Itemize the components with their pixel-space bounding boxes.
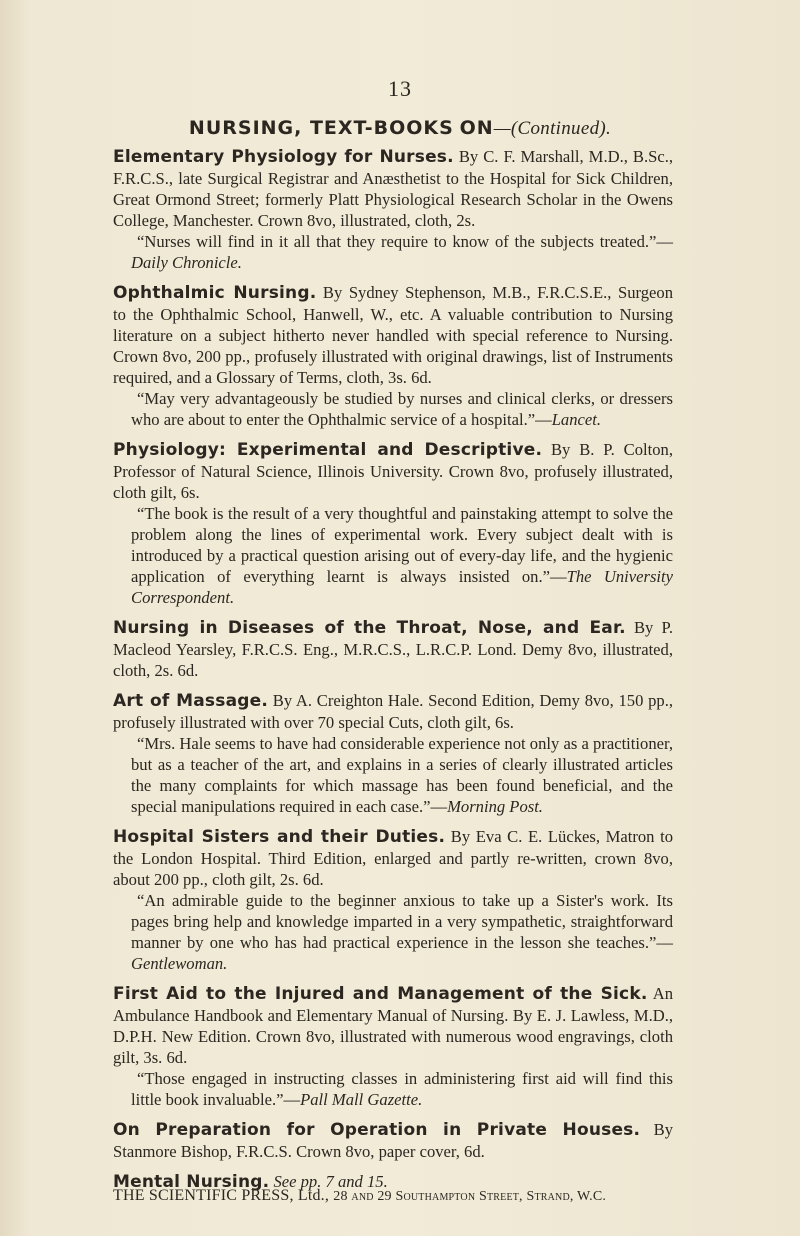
entry-review [113, 503, 673, 608]
review-text: “Mrs. Hale seems to have had considerable experience not only as a practitioner, but as a teacher of the art, and explains in a series of clearly illustrated articles the many complaints for which massage has been found beneficial, and the special manipulations required in each case.”— [131, 734, 673, 816]
entry-title: On Preparation for Operation in Private Houses. [113, 1120, 641, 1140]
entry-text [113, 146, 673, 231]
entry-description: By A. Creighton Hale. Second Edition, Demy 8vo, 150 pp., profusely illustrated with over 70 special Cuts, cloth gilt, 6s. [113, 691, 673, 732]
publisher-name: THE SCIENTIFIC PRESS, Ltd., [113, 1187, 330, 1204]
review-text: “May very advantageously be studied by nurses and clinical clerks, or dressers who are about to enter the Ophthalmic service of a hospital.”— [131, 389, 673, 429]
publisher-address: 28 and 29 Southampton Street, Strand, W.C. [333, 1189, 607, 1204]
entry-text [113, 826, 673, 890]
catalogue-entry [113, 1119, 673, 1162]
catalogue-entry [113, 826, 673, 974]
review-text: “Those engaged in instructing classes in administering first aid will find this little book invaluable.”— [131, 1069, 673, 1109]
entry-text [113, 690, 673, 733]
catalogue-entry [113, 439, 673, 608]
review-text: “Nurses will find in it all that they require to know of the subjects treated.”— [137, 232, 673, 251]
entry-description: By Eva C. E. Lückes, Matron to the London Hospital. Third Edition, enlarged and partly re-written, crown 8vo, about 200 pp., cloth gilt, 2s. 6d. [113, 827, 673, 889]
entry-title: Physiology: Experimental and Descriptive. [113, 440, 543, 460]
heading-main: NURSING, TEXT-BOOKS [188, 117, 454, 139]
review-source: Pall Mall Gazette. [300, 1090, 423, 1109]
entry-text [113, 617, 673, 681]
entry-description: See pp. 7 and 15. [273, 1172, 388, 1191]
entry-title: Ophthalmic Nursing. [113, 283, 317, 303]
page-number: 13 [388, 76, 412, 101]
entry-description: By C. F. Marshall, M.D., B.Sc., F.R.C.S., late Surgical Registrar and Anæsthetist to the Hospital for Sick Children, Great Ormond Street; formerly Platt Physiological Research Scholar in the Owens College, Manchester. Crown 8vo, illustrated, cloth, 2s. [113, 147, 673, 230]
review-source: Gentlewoman. [131, 954, 228, 973]
entry-review [113, 1068, 673, 1110]
entry-title: Hospital Sisters and their Duties. [113, 827, 446, 847]
entry-description: By P. Macleod Yearsley, F.R.C.S. Eng., M.R.C.S., L.R.C.P. Lond. Demy 8vo, illustrated, cloth, 2s. 6d. [113, 618, 673, 680]
catalogue-entry [113, 690, 673, 817]
entry-description: By Stanmore Bishop, F.R.C.S. Crown 8vo, paper cover, 6d. [113, 1120, 673, 1161]
entry-review [113, 388, 673, 430]
heading-on: ON [459, 117, 494, 139]
entry-review [113, 890, 673, 974]
entry-text [113, 282, 673, 388]
entry-title: Art of Massage. [113, 691, 269, 711]
entry-description: By Sydney Stephenson, M.B., F.R.C.S.E., Surgeon to the Ophthalmic School, Hanwell, W., etc. A valuable contribution to Nursing literature on a subject hitherto never handled with special reference to Nursing. Crown 8vo, 200 pp., profusely illustrated with original drawings, list of Instruments required, and a Glossary of Terms, cloth, 3s. 6d. [113, 283, 673, 387]
entry-review [113, 231, 673, 273]
entry-title: Mental Nursing. [113, 1172, 270, 1192]
catalogue-entry [113, 282, 673, 430]
publisher-footer [113, 1187, 693, 1205]
catalogue-list [113, 146, 673, 1202]
entry-title: Elementary Physiology for Nurses. [113, 147, 454, 167]
entry-review [113, 733, 673, 817]
entry-text [113, 439, 673, 503]
review-source: The University Correspondent. [131, 567, 673, 607]
review-source: Daily Chronicle. [131, 253, 242, 272]
review-text: “An admirable guide to the beginner anxious to take up a Sister's work. Its pages bring help and knowledge imparted in a very sympathetic, straightforward manner by one who has had practical experience in the lesson she teaches.”— [131, 891, 673, 952]
entry-title: First Aid to the Injured and Management of the Sick. [113, 984, 648, 1004]
review-source: Morning Post. [447, 797, 543, 816]
entry-description: An Ambulance Handbook and Elementary Manual of Nursing. By E. J. Lawless, M.D., D.P.H. New Edition. Crown 8vo, illustrated with numerous wood engravings, cloth gilt, 3s. 6d. [113, 984, 674, 1067]
review-source: Lancet. [551, 410, 602, 429]
review-text: “The book is the result of a very thoughtful and painstaking attempt to solve the problem along the lines of experimental work. Every subject dealt with is introduced by a practical question arising out of every-day life, and the hygienic application of everything learnt is always insisted on.”— [131, 504, 673, 586]
heading-continued: —(Continued). [493, 118, 612, 139]
page-heading [0, 114, 800, 140]
entry-description: By B. P. Colton, Professor of Natural Science, Illinois University. Crown 8vo, profusely illustrated, cloth gilt, 6s. [113, 440, 673, 502]
entry-text [113, 983, 673, 1068]
catalogue-entry [113, 146, 673, 273]
catalogue-entry [113, 617, 673, 681]
entry-title: Nursing in Diseases of the Throat, Nose, and Ear. [113, 618, 626, 638]
catalogue-entry [113, 983, 673, 1110]
entry-text [113, 1119, 673, 1162]
